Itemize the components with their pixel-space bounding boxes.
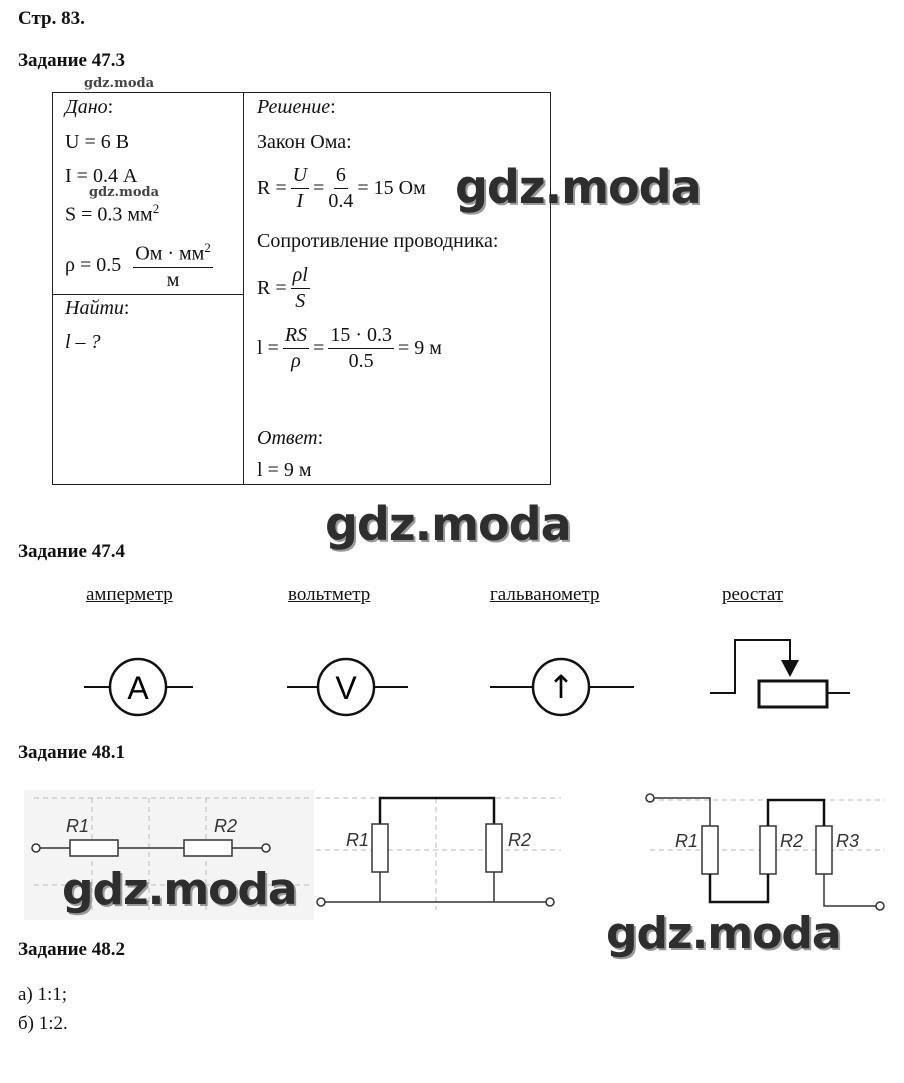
find-value: l – ?	[65, 331, 101, 353]
resistance-label: Сопротивление проводника:	[257, 230, 499, 252]
watermark-small-2: gdz.moda	[89, 185, 160, 200]
device-symbols	[0, 620, 904, 730]
given-voltage: U = 6 В	[65, 131, 130, 153]
circuit-parallel	[316, 790, 566, 915]
watermark-3: gdz.moda	[62, 864, 297, 915]
circuit1-r1-label: R1	[66, 816, 90, 836]
given-area: S = 0.3 $мм^2$	[65, 201, 160, 226]
given-heading: Дано:	[65, 96, 114, 118]
answer-heading: Ответ:	[257, 427, 324, 449]
circuit-three-resistors	[640, 790, 890, 915]
circuit2-r1-label: R1	[346, 830, 370, 850]
circuit1-r2-label: R2	[214, 816, 238, 836]
answer-a: а) 1:1;	[18, 984, 68, 1005]
circuit2-r2-label: R2	[508, 830, 532, 850]
task-48-1-title: Задание 48.1	[18, 742, 125, 763]
resistance-formula: R = $\frac{\rho l}{S}$	[257, 264, 308, 312]
circuit3-r2-label: R2	[780, 831, 804, 851]
galvanometer-glyph: ↑	[547, 668, 575, 706]
answer-value: l = 9 м	[257, 459, 312, 481]
ammeter-symbol	[84, 659, 193, 715]
galvanometer-label: гальванометр	[490, 584, 600, 605]
solution-heading: Решение:	[257, 96, 336, 118]
task-48-2-title: Задание 48.2	[18, 939, 125, 960]
given-resistivity: ρ = 0.5 $\frac{Ом \cdot мм^2}{м}$	[65, 240, 211, 291]
ammeter-label: амперметр	[86, 584, 173, 605]
task-47-3-title: Задание 47.3	[18, 50, 125, 71]
watermark-4: gdz.moda	[606, 908, 841, 959]
given-current: I = 0.4 А	[65, 165, 138, 187]
circuit3-r3-label: R3	[836, 831, 860, 851]
circuit3-r1-label: R1	[675, 831, 699, 851]
rheostat-symbol	[710, 640, 850, 707]
table-divider-vertical	[243, 93, 244, 484]
voltmeter-glyph: V	[335, 670, 357, 706]
answer-b: б) 1:2.	[18, 1013, 68, 1034]
table-divider-horizontal	[53, 294, 243, 295]
voltmeter-label: вольтметр	[288, 584, 371, 605]
find-heading: Найти:	[65, 297, 130, 319]
solution-table	[52, 92, 551, 485]
page-reference: Стр. 83.	[18, 8, 85, 29]
watermark-1: gdz.moda	[455, 160, 701, 214]
watermark-2: gdz.moda	[325, 497, 571, 551]
watermark-small: gdz.moda	[84, 76, 155, 91]
ammeter-glyph: A	[127, 670, 149, 706]
voltmeter-symbol	[287, 659, 408, 715]
rheostat-label: реостат	[722, 584, 784, 605]
ohm-law-label: Закон Ома:	[257, 131, 352, 153]
ohm-law-formula: R = $\frac{U}{I}$ = $\frac{6}{0.4}$ = 15 Ом	[257, 164, 426, 212]
length-formula: l = $\frac{RS}{\rho}$ = $\frac{15 \cdot 0.3}{0.5}$ = 9 м	[257, 324, 442, 372]
galvanometer-symbol	[490, 659, 634, 715]
task-47-4-title: Задание 47.4	[18, 541, 125, 562]
